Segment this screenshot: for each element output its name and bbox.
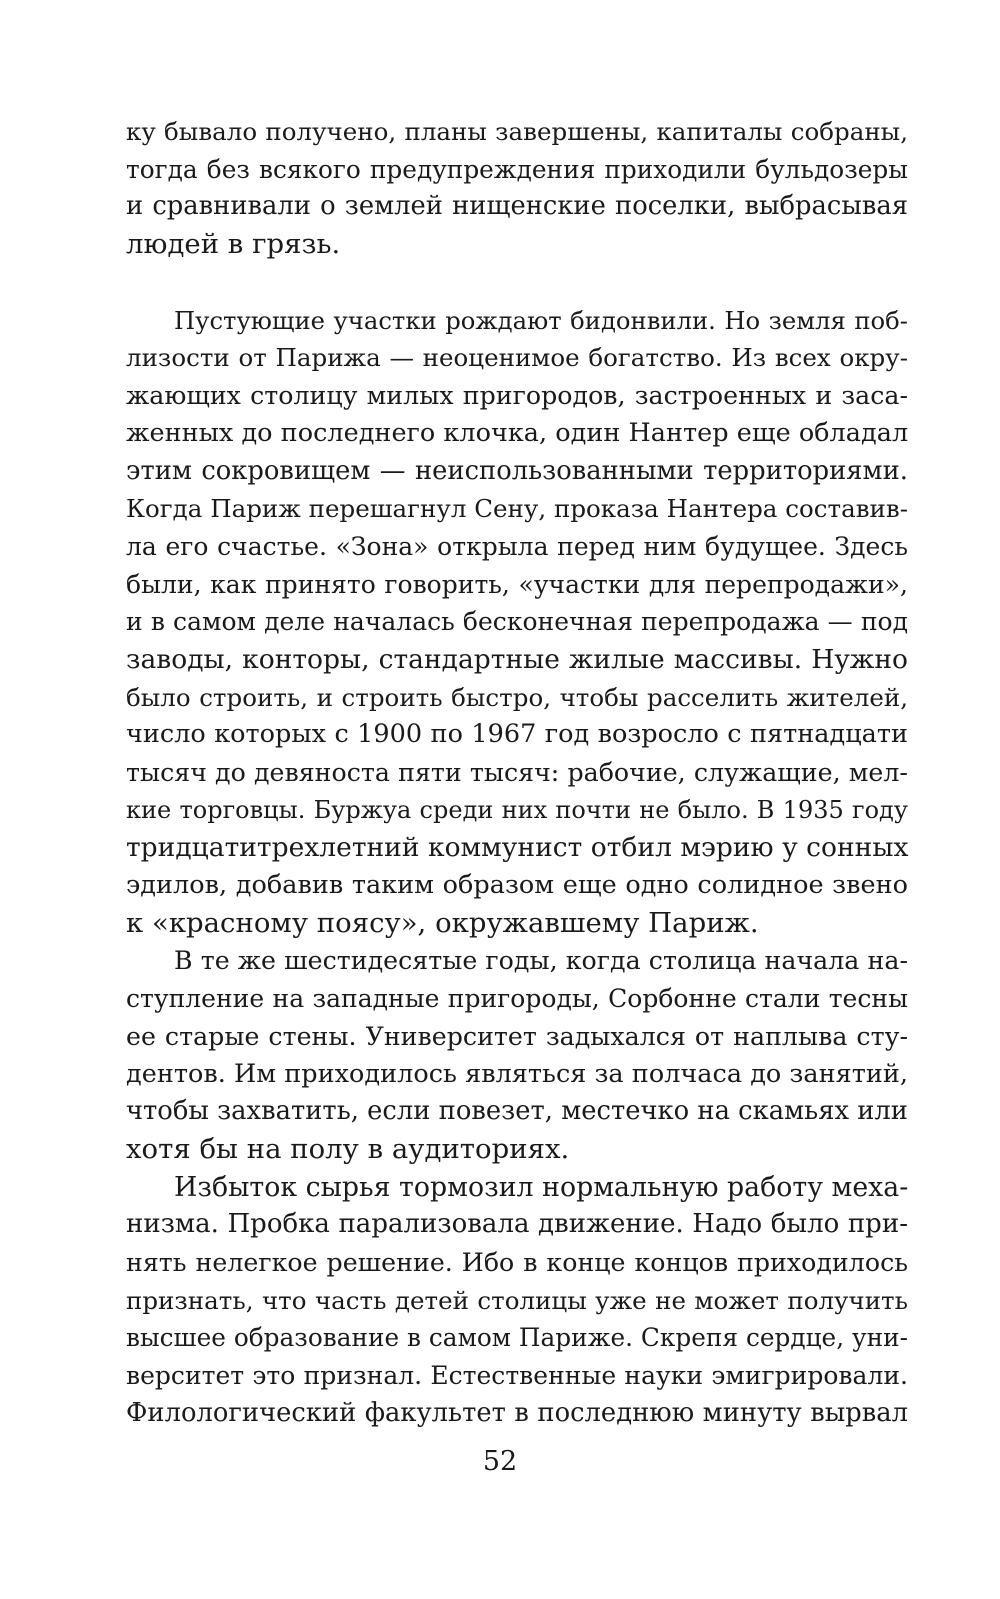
text-line: Филологический факультет в последнюю минуту вырвал xyxy=(126,1397,908,1428)
text-line: лизости от Парижа — неоценимое богатство. Из всех окру- xyxy=(126,343,908,373)
text-line: тридцатитрехлетний коммунист отбил мэрию у сонных xyxy=(126,832,909,864)
text-line: женных до последнего клочка, один Нантер еще обладал xyxy=(126,417,909,448)
text-line: было строить, и строить быстро, чтобы расселить жителей, xyxy=(126,682,908,712)
paragraph-4 xyxy=(126,1169,908,1433)
text-line: В те же шестидесятые годы, когда столица начала на- xyxy=(174,946,908,976)
text-line: ку бывало получено, планы завершены, капиталы собраны, xyxy=(126,117,908,146)
text-line: эдилов, добавив таким образом еще одно солидное звено xyxy=(126,870,908,901)
text-line: хотя бы на полу в аудиториях. xyxy=(126,1132,570,1165)
paragraph-1 xyxy=(126,113,908,264)
page-number: 52 xyxy=(482,1446,518,1477)
text-line: заводы, конторы, стандартные жилые массивы. Нужно xyxy=(126,643,908,675)
paragraph-2 xyxy=(126,302,908,943)
text-line: к «красному поясу», окружавшему Париж. xyxy=(126,906,759,939)
text-line: низма. Пробка парализовала движение. Надо было при- xyxy=(126,1209,908,1240)
text-line: чтобы захватить, если повезет, местечко на скамьях или xyxy=(126,1096,908,1127)
text-line: число которых с 1900 по 1967 год возросло с пятнадцати xyxy=(126,719,908,750)
text-line: ла его счастье. «Зона» открыла перед ним будущее. Здесь xyxy=(126,531,908,561)
text-line: Когда Париж перешагнул Сену, проказа Нантера составив- xyxy=(126,494,908,524)
text-line: тогда без всякого предупреждения приходили бульдозеры xyxy=(126,154,908,184)
text-line: нять нелегкое решение. Ибо в конце концов приходилось xyxy=(126,1247,908,1277)
paragraph-3 xyxy=(126,942,908,1168)
text-line: дентов. Им приходилось являться за полчаса до занятий, xyxy=(126,1058,908,1089)
text-line: были, как принято говорить, «участки для перепродажи», xyxy=(126,569,908,599)
text-line: признать, что часть детей столицы уже не может получить xyxy=(126,1285,908,1315)
text-line: верситет это признал. Естественные науки эмигрировали. xyxy=(126,1361,908,1390)
text-line: тысяч до девяноста пяти тысяч: рабочие, служащие, мел- xyxy=(126,758,908,787)
text-line: и сравнивали о землей нищенские поселки, выбрасывая xyxy=(126,191,908,222)
text-line: Пустующие участки рождают бидонвили. Но земля поб- xyxy=(174,305,908,335)
text-line: ступление на западные пригороды, Сорбонне стали тесны xyxy=(126,984,908,1014)
text-line: кие торговцы. Буржуа среди них почти не было. В 1935 году xyxy=(126,795,908,824)
text-line: высшее образование в самом Париже. Скрепя сердце, уни- xyxy=(126,1323,908,1353)
text-line: этим сокровищем — неиспользованными территориями. xyxy=(126,455,908,486)
text-line: людей в грязь. xyxy=(126,228,341,261)
text-line: и в самом деле началась бесконечная перепродажа — под xyxy=(126,607,908,637)
body-text xyxy=(126,113,908,1432)
text-line: ее старые стены. Университет задыхался от наплыва сту- xyxy=(126,1021,908,1051)
text-line: жающих столицу милых пригородов, застроенных и заса- xyxy=(126,381,908,411)
text-line: Избыток сырья тормозил нормальную работу меха- xyxy=(174,1171,909,1203)
